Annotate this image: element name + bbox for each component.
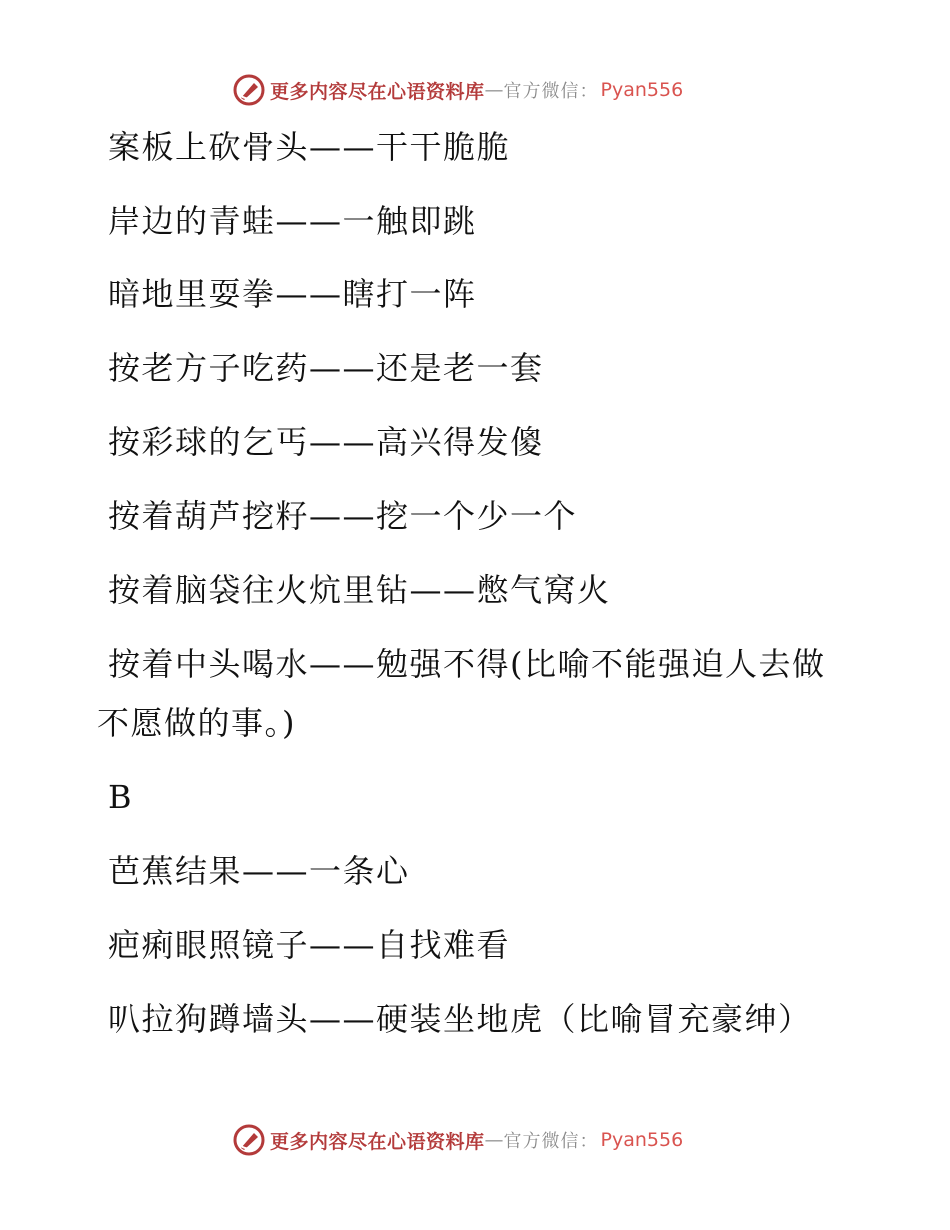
pen-nib-logo-icon: [232, 73, 266, 107]
watermark-wechat-id: Pyan556: [600, 79, 684, 101]
text-line: 岸边的青蛙——一触即跳: [108, 202, 477, 240]
footer-watermark: [232, 1122, 683, 1158]
text-line: 案板上砍骨头——干干脆脆: [108, 128, 511, 166]
text-line-continuation: 不愿做的事。): [97, 704, 296, 742]
watermark-label: 官方微信：: [503, 1131, 599, 1152]
text-line: 芭蕉结果——一条心: [108, 852, 410, 890]
text-line: 按着葫芦挖籽——挖一个少一个: [108, 497, 578, 535]
watermark-dash: —: [484, 79, 504, 101]
text-line: 疤痢眼照镜子——自找难看: [108, 926, 511, 964]
text-line: 按着中头喝水——勉强不得(比喻不能强迫人去做: [108, 645, 826, 683]
text-line: 叭拉狗蹲墙头——硬装坐地虎（比喻冒充豪绅）: [108, 1000, 812, 1038]
watermark-dash: —: [484, 1129, 504, 1151]
text-line: 按彩球的乞丐——高兴得发傻: [108, 423, 544, 461]
text-line: 按着脑袋往火炕里钻——憋气窝火: [108, 571, 611, 609]
pen-nib-logo-icon: [232, 1123, 266, 1157]
text-line: 按老方子吃药——还是老一套: [108, 349, 544, 387]
watermark-text: 更多内容尽在心语资料库: [270, 80, 485, 103]
watermark-text: 更多内容尽在心语资料库: [270, 1130, 485, 1153]
watermark-wechat-id: Pyan556: [600, 1129, 684, 1151]
text-line: 暗地里耍拳——瞎打一阵: [108, 275, 477, 313]
section-letter: B: [108, 778, 134, 816]
header-watermark: [232, 72, 683, 108]
watermark-label: 官方微信：: [503, 81, 599, 102]
